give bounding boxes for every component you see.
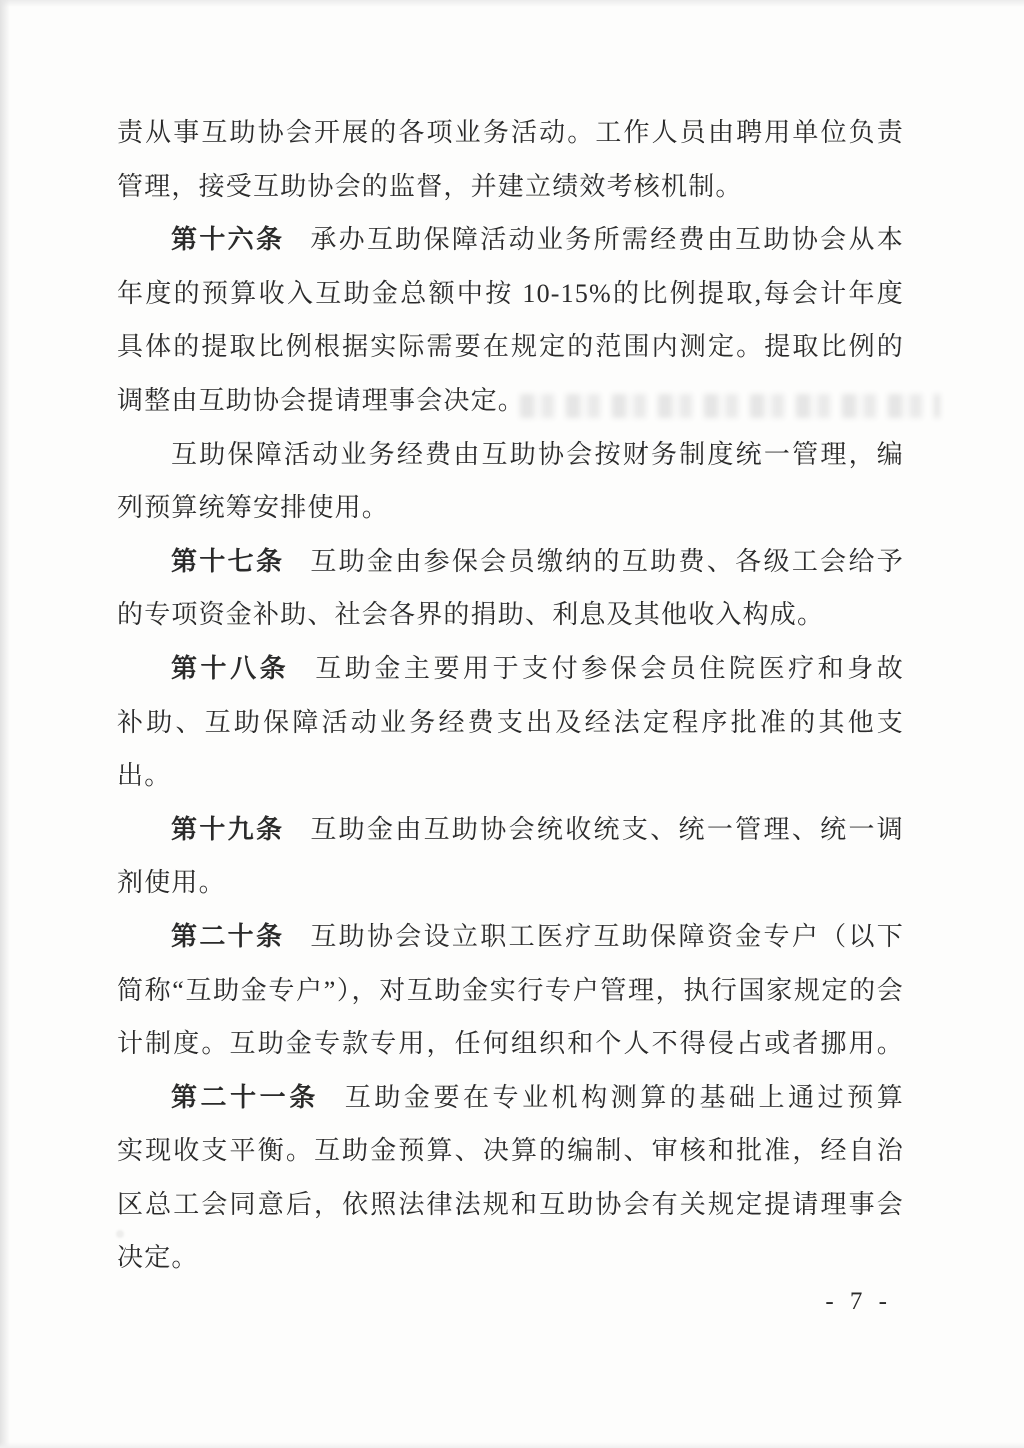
text-line: 出。 [117,761,172,791]
paragraph [117,428,904,535]
line-text: 互助协会设立职工医疗互助保障资金专户（以下 [310,921,905,951]
page-number: - 7 - [825,1288,892,1315]
paragraph [117,106,904,213]
text-line: 计制度。互助金专款专用，任何组织和个人不得侵占或者挪用。 [117,1029,904,1059]
text-line [117,642,904,696]
line-text: 承办互助保障活动业务所需经费由互助协会从本 [310,225,905,255]
paragraph [117,213,904,427]
text-line: 列预算统筹安排使用。 [117,493,390,523]
text-line: 简称“互助金专户”），对互助金实行专户管理，执行国家规定的会 [117,975,904,1005]
article-number: 第二十一条 [171,1082,319,1112]
article-number: 第十八条 [171,653,290,683]
text-line [117,803,904,857]
text-line: 区总工会同意后，依照法律法规和互助协会有关规定提请理事会 [117,1189,904,1219]
paragraph [117,535,904,642]
text-line [117,910,904,964]
text-line: 调整由互助协会提请理事会决定。 [117,385,526,415]
text-line: 年度的预算收入互助金总额中按 10-15%的比例提取,每会计年度 [117,278,904,308]
line-text: 互助金由参保会员缴纳的互助费、各级工会给予 [310,546,905,576]
article-number: 第二十条 [171,921,285,951]
scan-edge-shadow-bottom [0,1442,1024,1448]
article-number: 第十七条 [171,546,285,576]
text-line: 决定。 [117,1243,199,1273]
text-line: 的专项资金补助、社会各界的捐助、利息及其他收入构成。 [117,600,825,630]
text-line: 具体的提取比例根据实际需要在规定的范围内测定。提取比例的 [117,332,904,362]
scan-edge-shadow-top [0,0,1024,7]
article-number: 第十六条 [171,225,285,255]
text-line: 互助保障活动业务经费由互助协会按财务制度统一管理，编 [171,439,904,469]
text-line: 责从事互助协会开展的各项业务活动。工作人员由聘用单位负责 [117,118,904,147]
text-line: 管理，接受互助协会的监督，并建立绩效考核机制。 [117,171,743,201]
document-body [117,106,904,1285]
paragraph [117,910,904,1071]
article-number: 第十九条 [171,814,285,844]
line-text: 互助金主要用于支付参保会员住院医疗和身故 [315,653,904,683]
line-text: 互助金要在专业机构测算的基础上通过预算 [344,1082,904,1112]
line-text: 互助金由互助协会统收统支、统一管理、统一调 [310,814,905,844]
text-line: 实现收支平衡。互助金预算、决算的编制、审核和批准，经自治 [117,1136,904,1166]
text-line [117,213,904,267]
scan-edge-shadow-left [0,0,10,1448]
text-line: 补助、互助保障活动业务经费支出及经法定程序批准的其他支 [117,707,904,737]
paragraph [117,642,904,803]
text-line: 剂使用。 [117,868,226,898]
text-line [117,1071,904,1125]
paragraph [117,803,904,910]
paragraph [117,1071,904,1285]
text-line [117,535,904,589]
